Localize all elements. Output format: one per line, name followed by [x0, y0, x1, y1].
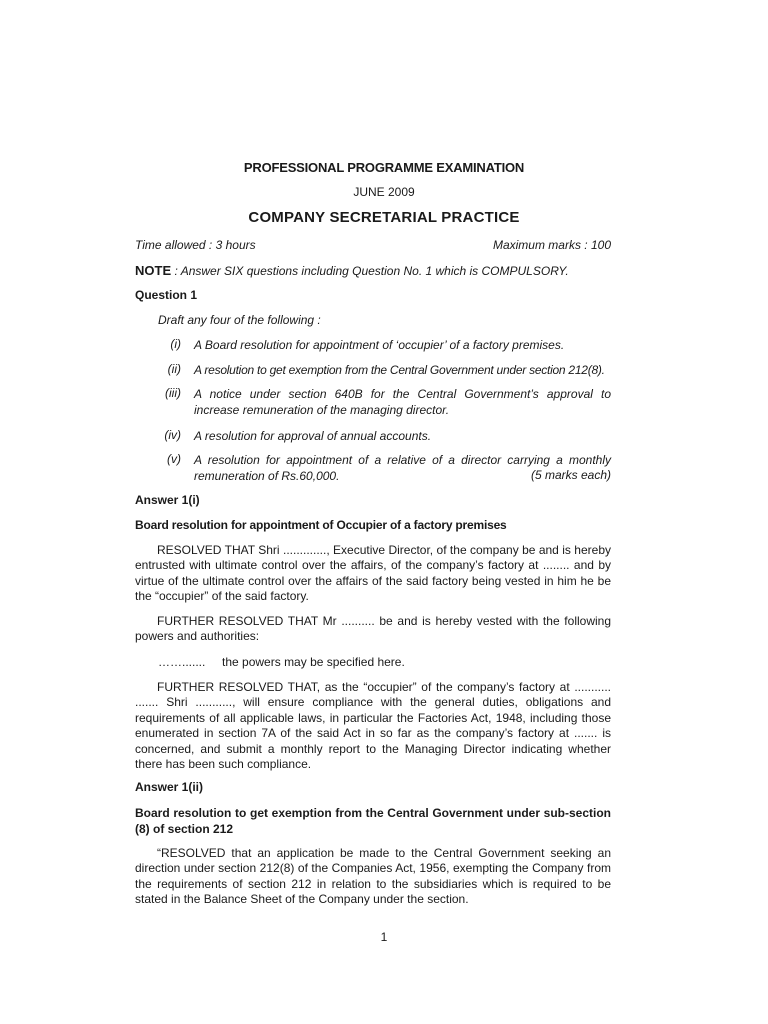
- item-text: A resolution to get exemption from the Central Government under section 212(8).: [194, 363, 605, 377]
- answer-title: Answer 1(i): [135, 493, 200, 507]
- item-text: A resolution for approval of annual accounts.: [194, 429, 432, 443]
- item-number: (ii): [167, 362, 181, 376]
- answer-heading: Board resolution to get exemption from the Central Government under sub-section (8) of section 212: [135, 806, 611, 836]
- question-item: [150, 337, 611, 353]
- answer-paragraph: “RESOLVED that an application be made to the Central Government seeking an direction under section 212(8) of the Companies Act, 1956, exempting the Company from the requirements of section 212 in relation to the subsidiaries which is required to be stated in the Balance Sheet of the Company under the section.: [135, 846, 611, 907]
- note-label: NOTE: [135, 263, 172, 278]
- question-item: [150, 386, 611, 418]
- marks-note: (5 marks each): [530, 468, 611, 482]
- answer-paragraph: RESOLVED THAT Shri ............., Executive Director, of the company be and is hereby entrusted with ultimate control over the affairs, of the company’s factory at ........ and by virtue of the ultimate control over the affairs of the said factory being vested in him he be the “occupier” of the said factory.: [135, 543, 611, 604]
- question-item: [150, 428, 611, 444]
- max-marks: Maximum marks : 100: [492, 238, 611, 252]
- question-item: [150, 362, 611, 378]
- placeholder-dots: …….......: [158, 655, 206, 669]
- item-text: A notice under section 640B for the Central Government’s approval to increase remuneration of the managing director.: [194, 387, 611, 417]
- answer-paragraph: FURTHER RESOLVED THAT Mr .......... be and is hereby vested with the following powers and authorities:: [135, 614, 611, 644]
- note-row: [135, 263, 611, 278]
- question-intro: Draft any four of the following :: [158, 313, 321, 327]
- exam-meta-row: [135, 238, 611, 252]
- item-number: (iv): [164, 428, 181, 442]
- question-title: Question 1: [135, 288, 198, 302]
- item-text: A resolution for appointment of a relative of a director carrying a monthly remuneration of Rs.60,000.: [194, 453, 611, 483]
- answer-placeholder-line: [158, 655, 611, 669]
- answer-paragraph: FURTHER RESOLVED THAT, as the “occupier” of the company’s factory at ........... ....... Shri ..........., will ensure compliance with the general duties, obligations and requirements of all applicable laws, in particular the Factories Act, 1948, including those enumerated in section 7A of the said Act in so far as the company’s factory at ....... is concerned, and submit a monthly report to the Managing Director indicating whether there has been such compliance.: [135, 680, 611, 772]
- exam-session: JUNE 2009: [353, 185, 415, 199]
- placeholder-text: the powers may be specified here.: [222, 655, 405, 669]
- item-number: (i): [170, 337, 181, 351]
- item-number: (iii): [165, 386, 181, 400]
- page-number: 1: [380, 930, 388, 944]
- time-allowed: Time allowed : 3 hours: [135, 238, 256, 252]
- exam-title: PROFESSIONAL PROGRAMME EXAMINATION: [243, 160, 525, 175]
- answer-title: Answer 1(ii): [135, 780, 204, 794]
- item-number: (v): [167, 452, 181, 466]
- note-text: : Answer SIX questions including Question No. 1 which is COMPULSORY.: [174, 264, 569, 278]
- answer-heading: Board resolution for appointment of Occupier of a factory premises: [135, 518, 507, 532]
- item-text: A Board resolution for appointment of ‘occupier’ of a factory premises.: [194, 338, 565, 352]
- subject-title: COMPANY SECRETARIAL PRACTICE: [248, 209, 520, 226]
